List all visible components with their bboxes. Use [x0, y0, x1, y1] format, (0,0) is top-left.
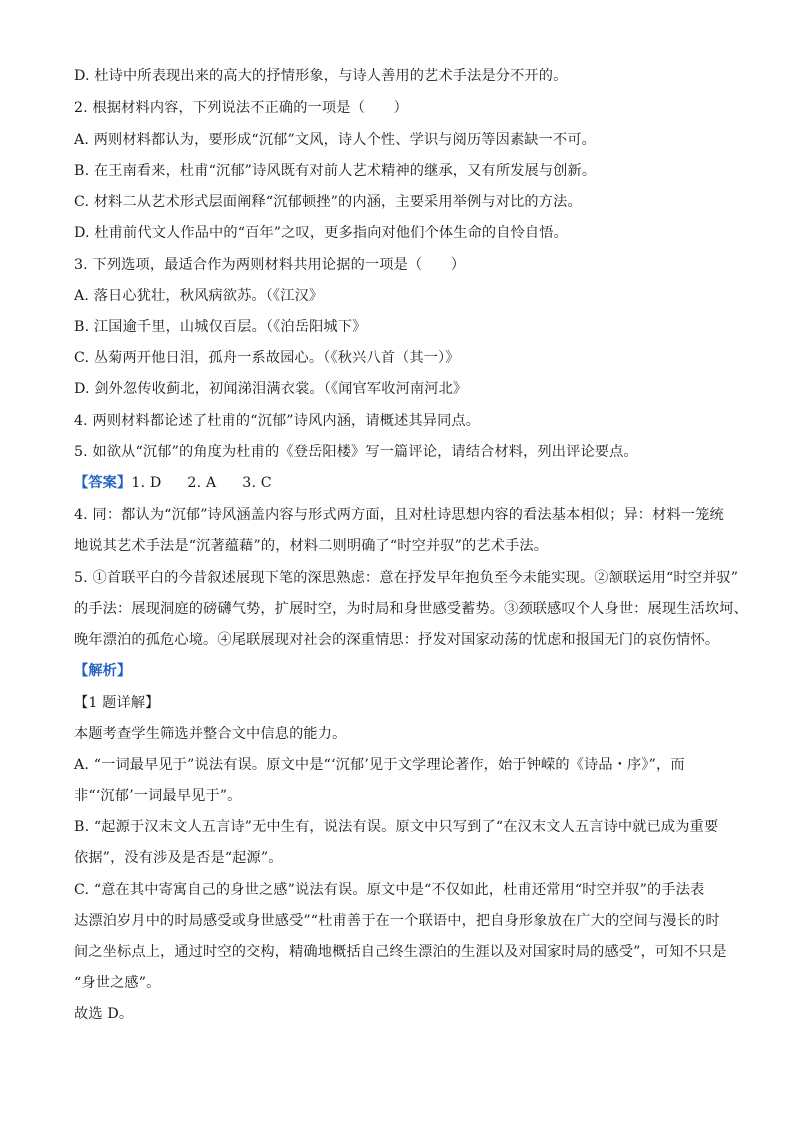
- q3-option-b: B. 江国逾千里，山城仅百层。（《泊岳阳城下》: [74, 319, 367, 335]
- answer-4-line-1: 4. 同：都认为“沉郁”诗风涵盖内容与形式两方面，且对杜诗思想内容的看法基本相似；异：材料一笼统: [74, 507, 724, 523]
- answer-5-line-2: 的手法：展现洞庭的磅礴气势，扩展时空，为时局和身世感受蓄势。③颈联感叹个人身世：展现生活坎坷、: [74, 601, 748, 617]
- q2-stem: 2. 根据材料内容，下列说法不正确的一项是（ ）: [74, 100, 408, 116]
- q1-option-d: D. 杜诗中所表现出来的高大的抒情形象，与诗人善用的艺术手法是分不开的。: [74, 68, 568, 84]
- answer-row: [74, 473, 754, 493]
- q5-stem: 5. 如欲从“沉郁”的角度为杜甫的《登岳阳楼》写一篇评论，请结合材料，列出评论要点。: [74, 444, 638, 460]
- explanation-a-line-1: A. “一词最早见于”说法有误。原文中是“‘沉郁’见于文学理论著作，始于钟嵘的《诗品・序》”，而: [74, 757, 685, 773]
- answer-5-line-3: 晚年漂泊的孤危心境。④尾联展现对社会的深重情思：抒发对国家动荡的忧虑和报国无门的哀伤情怀。: [74, 632, 720, 648]
- explanation-c-line-1: C. “意在其中寄寓自己的身世之感”说法有误。原文中是“不仅如此，杜甫还常用“时空并驭”的手法表: [74, 882, 705, 898]
- answer-3: 3. C: [242, 475, 272, 491]
- q4-stem: 4. 两则材料都论述了杜甫的“沉郁”诗风内涵，请概述其异同点。: [74, 413, 481, 429]
- conclusion: 故选 D。: [74, 1006, 134, 1022]
- explanation-c-line-3: 间之坐标点上，通过时空的交构，精确地概括自己终生漂泊的生涯以及对国家时局的感受”，可知不只是: [74, 944, 727, 960]
- q3-stem: 3. 下列选项，最适合作为两则材料共用论据的一项是（ ）: [74, 257, 466, 273]
- q2-option-c: C. 材料二从艺术形式层面阐释“沉郁顿挫”的内涵，主要采用举例与对比的方法。: [74, 194, 582, 210]
- q3-option-a: A. 落日心犹壮，秋风病欲苏。（《江汉》: [74, 288, 324, 304]
- q3-option-c: C. 丛菊两开他日泪，孤舟一系故园心。（《秋兴八首（其一）》: [74, 350, 460, 366]
- q2-option-d: D. 杜甫前代文人作品中的“百年”之叹，更多指向对他们个体生命的自怜自悟。: [74, 225, 568, 241]
- answer-label: 【答案】: [74, 475, 132, 491]
- explanation-a-line-2: 非“‘沉郁’一词最早见于”。: [74, 788, 242, 804]
- q2-option-a: A. 两则材料都认为，要形成“沉郁”文风，诗人个性、学识与阅历等因素缺一不可。: [74, 132, 596, 148]
- q2-option-b: B. 在王南看来，杜甫“沉郁”诗风既有对前人艺术精神的继承，又有所发展与创新。: [74, 163, 597, 179]
- detail-label: 【1 题详解】: [74, 695, 160, 711]
- explanation-b-line-1: B. “起源于汉末文人五言诗”无中生有，说法有误。原文中只写到了“在汉末文人五言诗中就已成为重要: [74, 819, 719, 835]
- answer-2: 2. A: [187, 475, 217, 491]
- q3-option-d: D. 剑外忽传收蓟北，初闻涕泪满衣裳。（《闻官军收河南河北》: [74, 381, 468, 397]
- detail-intro: 本题考查学生筛选并整合文中信息的能力。: [74, 726, 347, 742]
- analysis-label: 【解析】: [74, 663, 132, 679]
- explanation-b-line-2: 依据”，没有涉及是否是“起源”。: [74, 850, 283, 866]
- answer-4-line-2: 地说其艺术手法是“沉著蕴藉”的，材料二则明确了“时空并驭”的艺术手法。: [74, 538, 549, 554]
- explanation-c-line-4: “身世之感”。: [74, 975, 161, 991]
- answer-5-line-1: 5. ①首联平白的今昔叙述展现下笔的深思熟虑：意在抒发早年抱负至今未能实现。②颔联运用“时空并驭”: [74, 570, 739, 586]
- answer-1: 1. D: [131, 475, 162, 491]
- explanation-c-line-2: 达漂泊岁月中的时局感受或身世感受”“杜甫善于在一个联语中，把自身形象放在广大的空间与漫长的时: [74, 913, 720, 929]
